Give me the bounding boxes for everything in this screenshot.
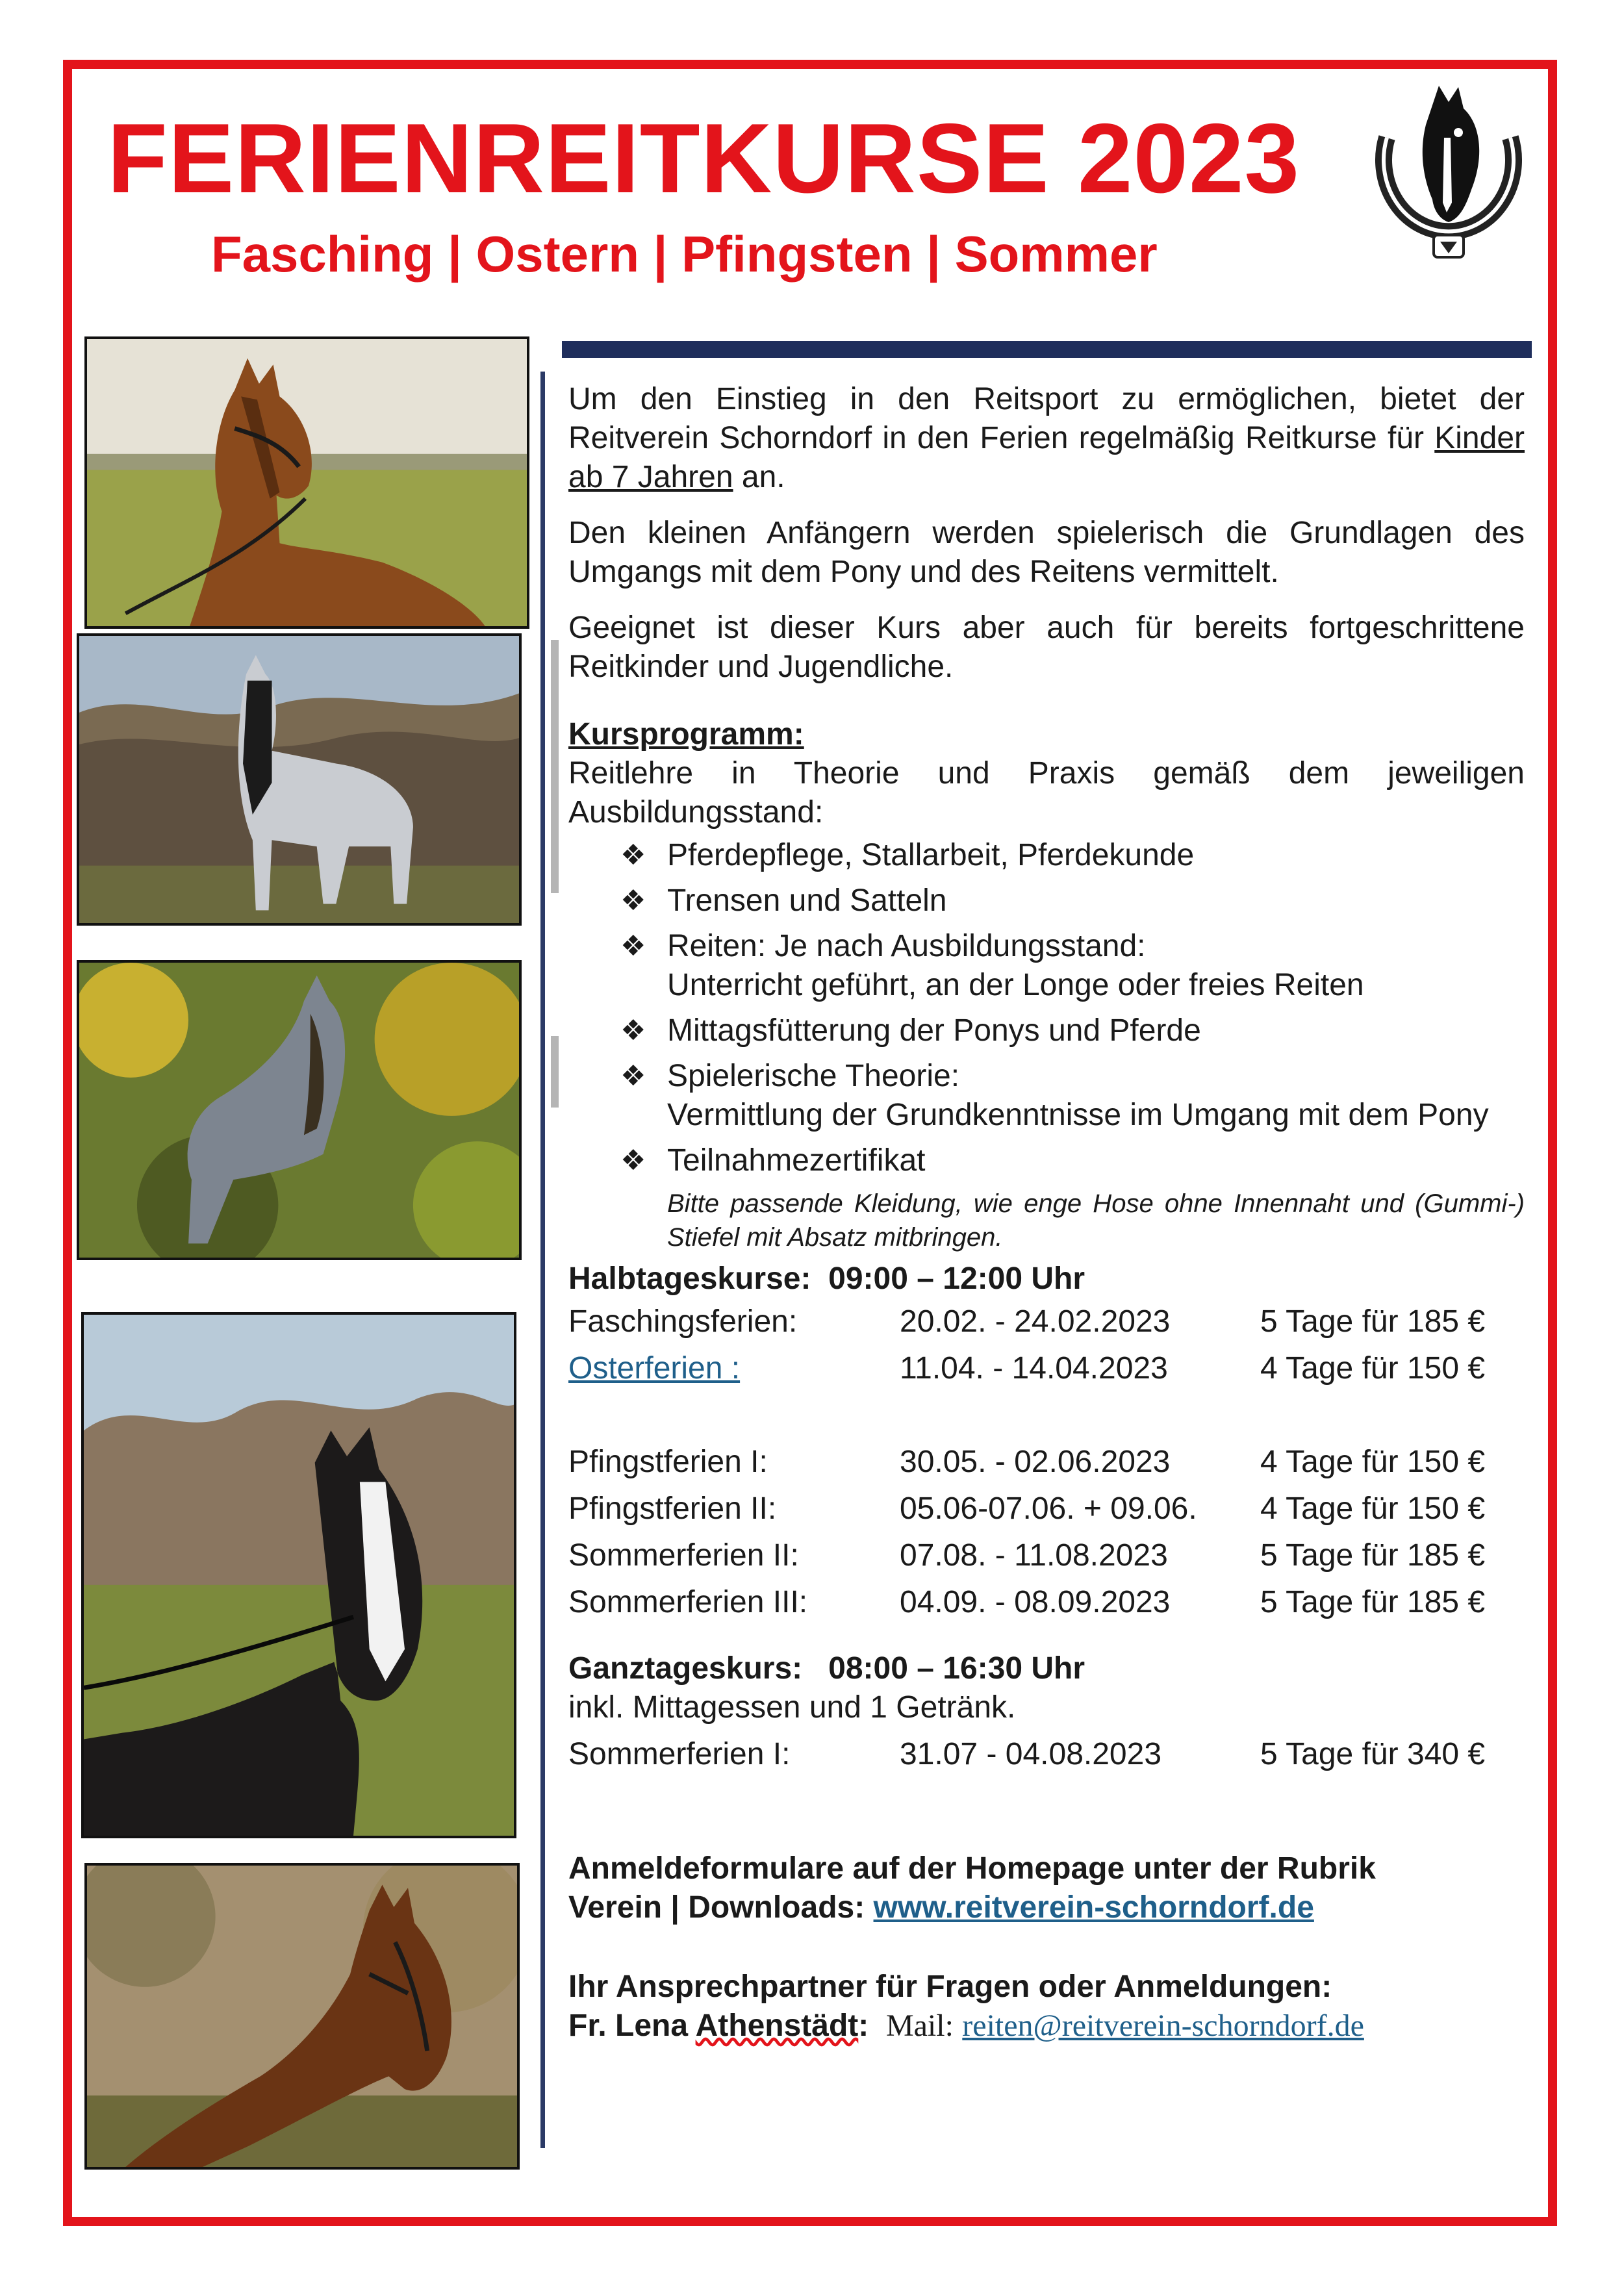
email-link[interactable]: reiten@reitverein-schorndorf.de <box>962 2008 1364 2043</box>
header-divider <box>562 341 1532 358</box>
table-row-empty <box>568 1392 1525 1439</box>
list-item-text: Trensen und Satteln <box>667 883 947 918</box>
table-row <box>568 1345 1525 1392</box>
page-title: FERIENREITKURSE 2023 <box>107 103 1300 214</box>
diamond-bullet-icon: ❖ <box>620 839 646 871</box>
list-item <box>568 1057 1525 1135</box>
table-row <box>568 1731 1525 1778</box>
intro-paragraph-1 <box>568 380 1525 497</box>
fullday-label: Ganztageskurs: <box>568 1651 803 1686</box>
fullday-time: 08:00 – 16:30 Uhr <box>828 1651 1085 1686</box>
course-dates: 30.05. - 02.06.2023 <box>900 1445 1171 1479</box>
list-item <box>568 927 1525 1005</box>
diamond-bullet-icon: ❖ <box>620 1060 646 1092</box>
course-name-link[interactable]: Osterferien : <box>568 1351 741 1386</box>
age-requirement: Kinder ab 7 Jahren <box>568 421 1525 494</box>
fullday-note: inkl. Mittagessen und 1 Getränk. <box>568 1690 1016 1725</box>
margin-mark <box>551 640 559 893</box>
intro-text: Um den Einstieg in den Reitsport zu ermöglichen, bietet der Reitverein Schorndorf in den Ferien regelmäßig Reitkurse für <box>568 382 1525 455</box>
table-row <box>568 1532 1525 1579</box>
list-item-text: Teilnahmezertifikat <box>667 1143 926 1178</box>
course-price: 4 Tage für 150 € <box>1260 1351 1486 1386</box>
course-price: 4 Tage für 150 € <box>1260 1445 1486 1479</box>
list-item <box>568 836 1525 875</box>
clothing-note: Bitte passende Kleidung, wie enge Hose ohne Innennaht und (Gummi-) Stiefel mit Absatz mitbringen. <box>667 1189 1525 1252</box>
list-item-subtext: Unterricht geführt, an der Longe oder freies Reiten <box>667 968 1364 1002</box>
downloads-info <box>568 1849 1525 1927</box>
margin-mark <box>551 1036 559 1108</box>
horse-photo-2 <box>77 633 522 926</box>
column-divider <box>540 372 545 2148</box>
course-price: 5 Tage für 185 € <box>1260 1538 1486 1573</box>
intro-text-end: an. <box>733 460 785 494</box>
course-name: Sommerferien II: <box>568 1538 799 1573</box>
horse-photo-5 <box>84 1863 520 2170</box>
diamond-bullet-icon: ❖ <box>620 1145 646 1176</box>
program-heading: Kursprogramm: <box>568 717 804 752</box>
list-item-text: Spielerische Theorie: <box>667 1059 960 1093</box>
horseshoe-horse-icon <box>1361 79 1536 274</box>
course-name: Pfingstferien I: <box>568 1445 768 1479</box>
course-name: Faschingsferien: <box>568 1304 798 1339</box>
mail-label: Mail: <box>885 2008 954 2043</box>
downloads-prefix: Verein | Downloads: <box>568 1890 874 1925</box>
downloads-line-1: Anmeldeformulare auf der Homepage unter der Rubrik <box>568 1851 1376 1886</box>
contact-surname: Athenstädt <box>695 2008 859 2043</box>
course-dates: 07.08. - 11.08.2023 <box>900 1538 1168 1573</box>
contact-line <box>568 2007 1525 2046</box>
course-info <box>568 380 1525 2046</box>
list-item-text: Pferdepflege, Stallarbeit, Pferdekunde <box>667 838 1195 872</box>
course-name: Sommerferien I: <box>568 1737 791 1771</box>
course-dates: 05.06-07.06. + 09.06. <box>900 1491 1197 1526</box>
course-dates: 11.04. - 14.04.2023 <box>900 1351 1168 1386</box>
program-lead: Reitlehre in Theorie und Praxis gemäß dem jeweiligen Ausbildungsstand: <box>568 756 1525 830</box>
horse-photo-3 <box>77 960 522 1260</box>
diamond-bullet-icon: ❖ <box>620 930 646 962</box>
course-name: Pfingstferien II: <box>568 1491 777 1526</box>
table-row <box>568 1486 1525 1532</box>
course-dates: 20.02. - 24.02.2023 <box>900 1304 1171 1339</box>
list-item-text: Reiten: Je nach Ausbildungsstand: <box>667 929 1146 963</box>
website-link[interactable]: www.reitverein-schorndorf.de <box>873 1890 1314 1925</box>
list-item-text: Mittagsfütterung der Ponys und Pferde <box>667 1013 1201 1048</box>
list-item <box>568 881 1525 920</box>
table-row <box>568 1299 1525 1345</box>
downloads-line-2 <box>568 1888 1525 1927</box>
course-price: 5 Tage für 340 € <box>1260 1737 1486 1771</box>
contact-info <box>568 1968 1525 2046</box>
course-dates: 04.09. - 08.09.2023 <box>900 1585 1171 1619</box>
intro-paragraph-2: Den kleinen Anfängern werden spielerisch die Grundlagen des Umgangs mit dem Pony und des Reitens vermittelt. <box>568 516 1525 589</box>
list-item <box>568 1011 1525 1050</box>
halfday-heading <box>568 1260 1525 1299</box>
course-price: 4 Tage für 150 € <box>1260 1491 1486 1526</box>
halfday-label: Halbtageskurse: <box>568 1261 811 1296</box>
contact-name-suffix: : <box>858 2008 869 2043</box>
course-price: 5 Tage für 185 € <box>1260 1304 1486 1339</box>
course-price: 5 Tage für 185 € <box>1260 1585 1486 1619</box>
club-logo <box>1361 79 1536 274</box>
course-name: Sommerferien III: <box>568 1585 808 1619</box>
horse-photo-1 <box>84 336 529 629</box>
table-row <box>568 1579 1525 1626</box>
contact-heading: Ihr Ansprechpartner für Fragen oder Anmeldungen: <box>568 1970 1332 2004</box>
contact-name-prefix: Fr. Lena <box>568 2008 696 2043</box>
intro-paragraph-3: Geeignet ist dieser Kurs aber auch für bereits fortgeschrittene Reitkinder und Jugendliche. <box>568 611 1525 684</box>
list-item <box>568 1141 1525 1180</box>
table-row <box>568 1439 1525 1486</box>
fullday-heading <box>568 1649 1525 1688</box>
list-item-subtext: Vermittlung der Grundkenntnisse im Umgang mit dem Pony <box>667 1098 1489 1132</box>
page-subtitle: Fasching | Ostern | Pfingsten | Sommer <box>211 225 1158 283</box>
course-dates: 31.07 - 04.08.2023 <box>900 1737 1162 1771</box>
halfday-time: 09:00 – 12:00 Uhr <box>828 1261 1085 1296</box>
diamond-bullet-icon: ❖ <box>620 885 646 917</box>
horse-photo-4 <box>81 1312 516 1838</box>
program-list <box>568 836 1525 1180</box>
diamond-bullet-icon: ❖ <box>620 1015 646 1046</box>
